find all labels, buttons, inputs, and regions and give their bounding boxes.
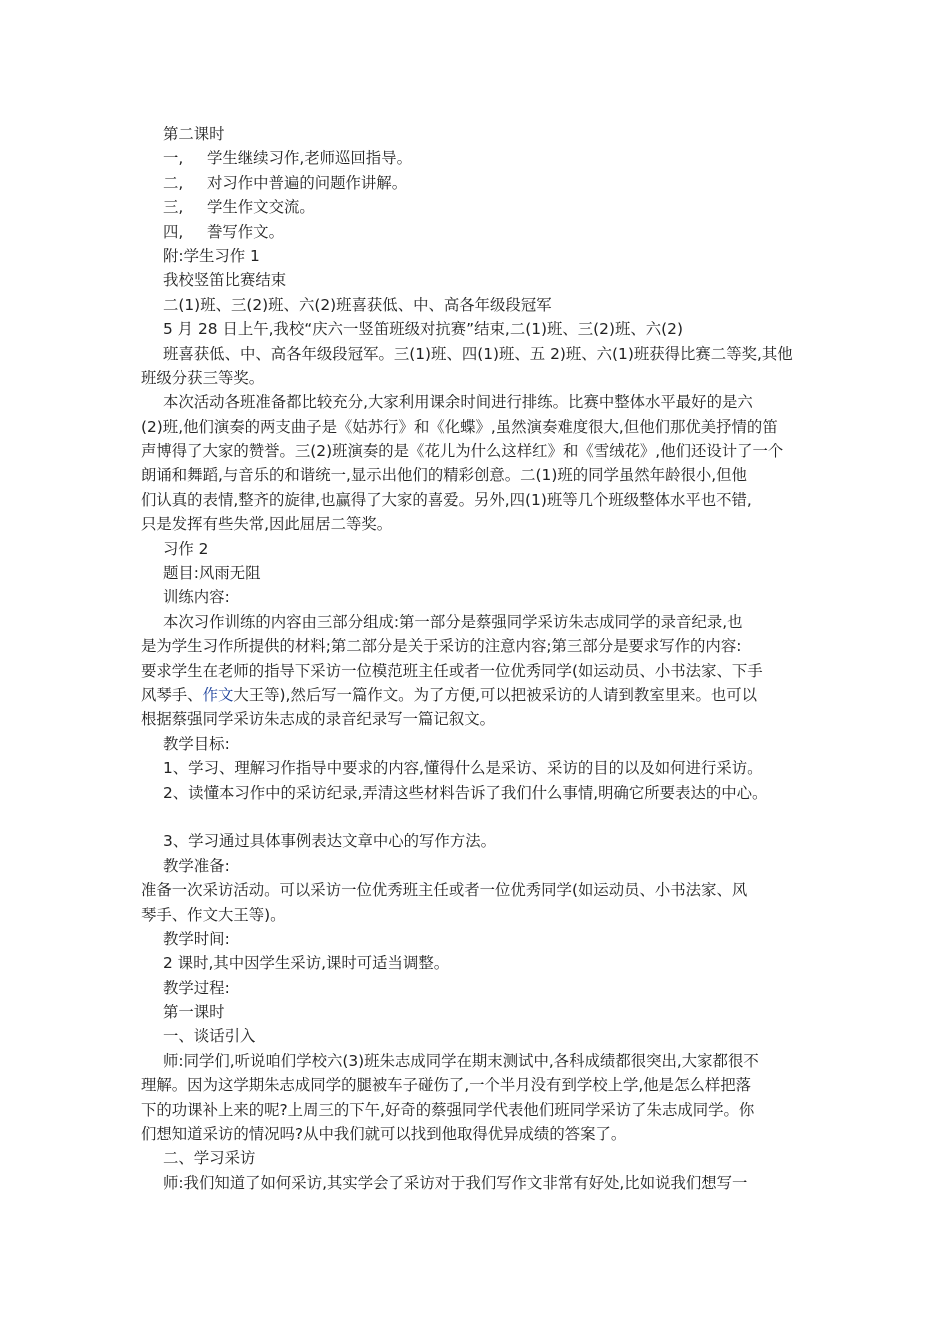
list-text: 对习作中普遍的问题作讲解。 — [207, 173, 408, 192]
blank-line — [141, 805, 811, 829]
list-item — [141, 220, 811, 244]
text-line: 根据蔡强同学采访朱志成的录音纪录写一篇记叙文。 — [141, 710, 495, 729]
text-line: 附:学生习作 1 — [163, 246, 260, 265]
text-segment: 大王等),然后写一篇作文。为了方便,可以把被采访的人请到教室里来。也可以 — [233, 685, 758, 704]
section-heading: 第二课时 — [163, 125, 225, 143]
list-item — [141, 171, 811, 195]
text-line: 下的功课补上来的呢?上周三的下午,好奇的蔡强同学代表他们班同学采访了朱志成同学。你 — [141, 1100, 755, 1119]
text-line: 班喜获低、中、高各年级段冠军。三(1)班、四(1)班、五 2)班、六(1)班获得比赛二等奖,其他 — [163, 344, 793, 363]
text-line: 3、学习通过具体事例表达文章中心的写作方法。 — [163, 832, 496, 851]
essay-subtitle: 二(1)班、三(2)班、六(2)班喜获低、中、高各年级段冠军 — [163, 295, 552, 314]
section-heading: 第一课时 — [163, 1003, 225, 1022]
section-heading: 教学准备: — [163, 856, 230, 875]
essay-title: 我校竖笛比赛结束 — [163, 271, 287, 290]
text-line: 们认真的表情,整齐的旋律,也赢得了大家的喜爱。另外,四(1)班等几个班级整体水平也不错, — [141, 490, 752, 509]
list-text: 学生继续习作,老师巡回指导。 — [207, 149, 412, 168]
zuowen-link[interactable]: 作文 — [202, 685, 234, 704]
text-line: 训练内容: — [163, 588, 230, 607]
text-line: 5 月 28 日上午,我校“庆六一竖笛班级对抗赛”结束,二(1)班、三(2)班、六(2) — [163, 320, 683, 339]
text-line: 是为学生习作所提供的材料;第二部分是关于采访的注意内容;第三部分是要求写作的内容: — [141, 637, 742, 656]
text-line: 们想知道采访的情况吗?从中我们就可以找到他取得优异成绩的答案了。 — [141, 1125, 627, 1144]
section-heading: 教学目标: — [163, 734, 230, 753]
text-line: 2、读懂本习作中的采访纪录,弄清这些材料告诉了我们什么事情,明确它所要表达的中心。 — [163, 783, 768, 802]
text-line: 1、学习、理解习作指导中要求的内容,懂得什么是采访、采访的目的以及如何进行采访。 — [163, 759, 763, 778]
list-number: 一, — [163, 149, 184, 168]
text-line: 朗诵和舞蹈,与音乐的和谐统一,显示出他们的精彩创意。二(1)班的同学虽然年龄很小,但他 — [141, 466, 747, 485]
text-line: 师:我们知道了如何采访,其实学会了采访对于我们写作文非常有好处,比如说我们想写一 — [163, 1173, 748, 1192]
text-line: (2)班,他们演奏的两支曲子是《姑苏行》和《化蝶》,虽然演奏难度很大,但他们那优美抒情的笛 — [141, 417, 778, 436]
text-line: 题目:风雨无阻 — [163, 564, 261, 583]
list-number: 四, — [163, 222, 184, 241]
document-body — [141, 122, 811, 1195]
text-line: 班级分获三等奖。 — [141, 368, 265, 387]
text-line: 2 课时,其中因学生采访,课时可适当调整。 — [163, 954, 450, 973]
list-number: 三, — [163, 198, 184, 217]
text-line: 理解。因为这学期朱志成同学的腿被车子碰伤了,一个半月没有到学校上学,他是怎么样把落 — [141, 1076, 752, 1095]
section-heading: 习作 2 — [163, 539, 209, 558]
text-line: 琴手、作文大王等)。 — [141, 905, 286, 924]
list-text: 誊写作文。 — [207, 222, 284, 241]
list-item — [141, 146, 811, 170]
section-heading: 二、学习采访 — [163, 1149, 256, 1168]
text-line: 师:同学们,听说咱们学校六(3)班朱志成同学在期末测试中,各科成绩都很突出,大家都很不 — [163, 1051, 759, 1070]
section-heading: 一、谈话引入 — [163, 1027, 256, 1046]
text-line: 本次习作训练的内容由三部分组成:第一部分是蔡强同学采访朱志成同学的录音纪录,也 — [163, 612, 743, 631]
text-line: 声博得了大家的赞誉。三(2)班演奏的是《花儿为什么这样红》和《雪绒花》,他们还设计了一个 — [141, 442, 784, 461]
section-heading: 教学过程: — [163, 978, 230, 997]
text-line: 准备一次采访活动。可以采访一位优秀班主任或者一位优秀同学(如运动员、小书法家、风 — [141, 881, 748, 900]
text-line: 本次活动各班准备都比较充分,大家利用课余时间进行排练。比赛中整体水平最好的是六 — [163, 393, 753, 412]
section-heading: 教学时间: — [163, 929, 230, 948]
list-text: 学生作文交流。 — [207, 198, 315, 217]
text-segment: 风琴手、 — [141, 685, 203, 704]
text-line: 要求学生在老师的指导下采访一位模范班主任或者一位优秀同学(如运动员、小书法家、下手 — [141, 661, 763, 680]
text-line: 只是发挥有些失常,因此屈居二等奖。 — [141, 515, 393, 534]
text-line — [141, 683, 811, 707]
list-item — [141, 195, 811, 219]
list-number: 二, — [163, 173, 184, 192]
